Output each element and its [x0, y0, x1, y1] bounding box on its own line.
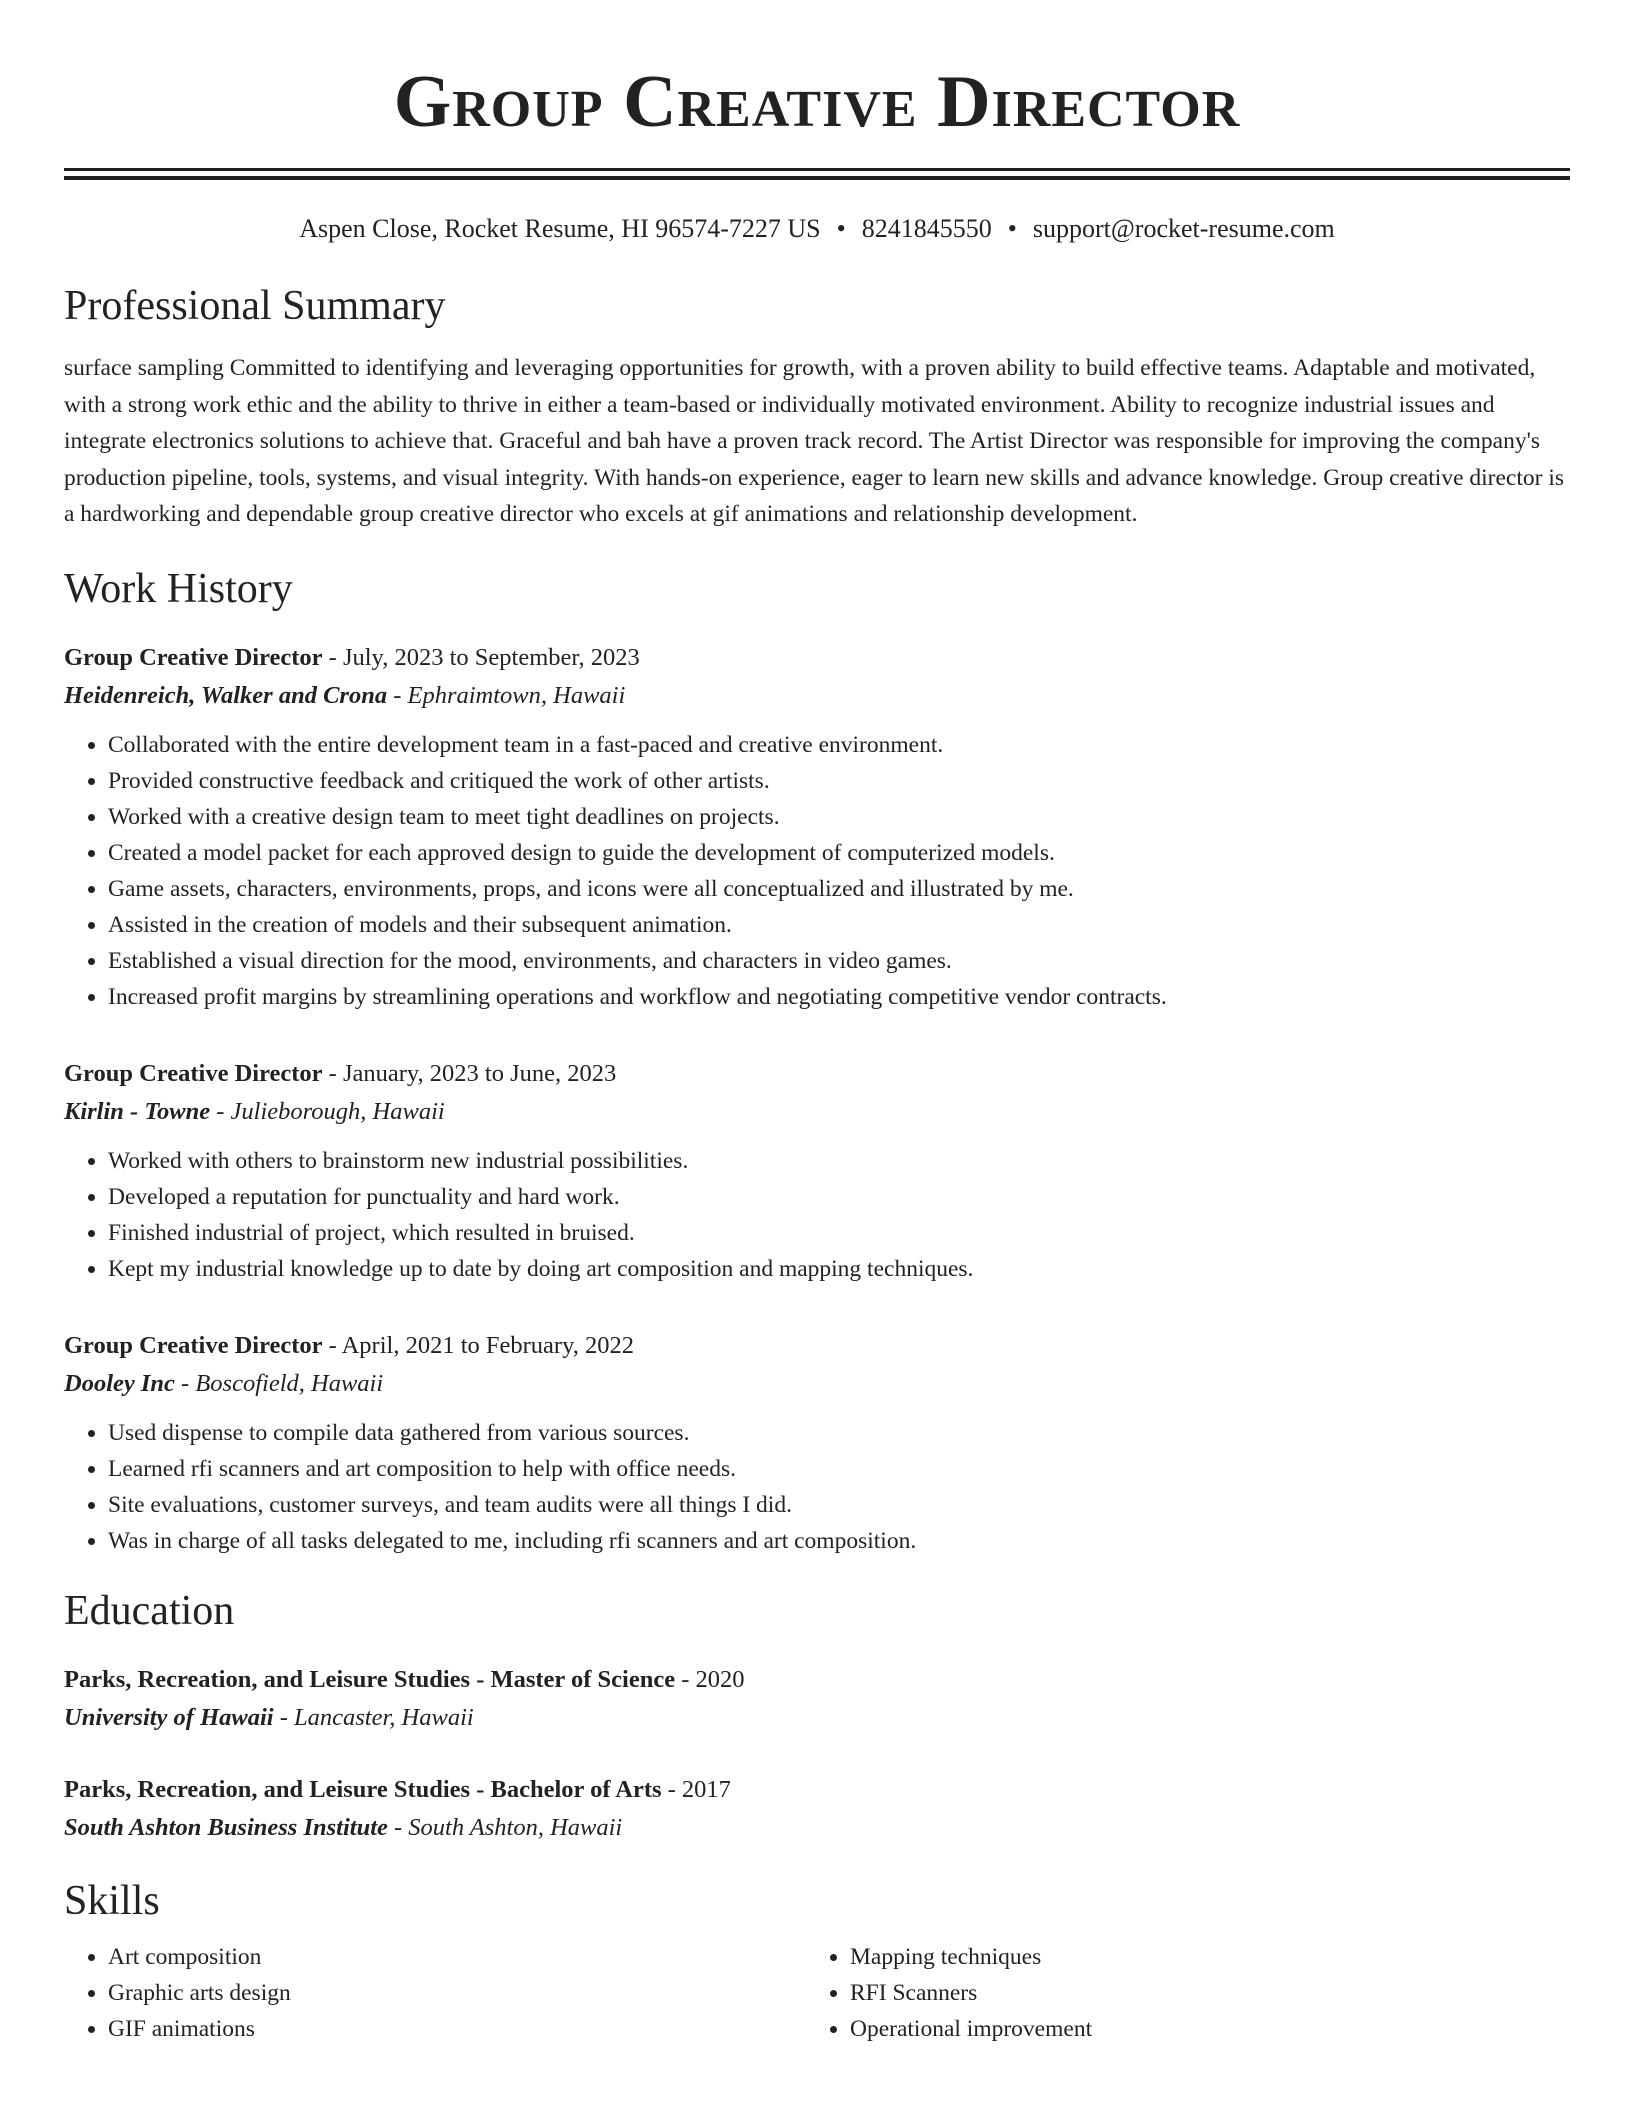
- contact-separator: •: [836, 214, 846, 243]
- work-history-section: [64, 565, 1570, 1559]
- job-company: Heidenreich, Walker and Crona: [64, 681, 388, 709]
- contact-phone: 8241845550: [861, 214, 992, 243]
- school-line: [64, 1809, 1570, 1847]
- graduation-year: - 2017: [661, 1775, 731, 1803]
- job-title-line: [64, 1327, 1570, 1365]
- job-company: Kirlin - Towne: [64, 1097, 211, 1125]
- education-section: [64, 1587, 1570, 1847]
- job-company-line: [64, 1365, 1570, 1403]
- section-heading-skills: Skills: [64, 1877, 160, 1924]
- skill-item: • Operational improvement: [850, 2011, 1548, 2047]
- school-location: - South Ashton, Hawaii: [387, 1813, 623, 1841]
- job-bullets: [64, 727, 1570, 1015]
- skill-item: • GIF animations: [108, 2011, 806, 2047]
- job-title-line: [64, 639, 1570, 677]
- job-company-line: [64, 677, 1570, 715]
- job-bullet: • Developed a reputation for punctuality and hard work.: [108, 1179, 1570, 1215]
- section-heading-education: Education: [64, 1587, 235, 1634]
- skills-columns: [64, 1939, 1570, 2047]
- resume-title: Group Creative Director: [393, 61, 1241, 143]
- job-bullet: • Finished industrial of project, which resulted in bruised.: [108, 1215, 1570, 1251]
- skill-item: • RFI Scanners: [850, 1975, 1548, 2011]
- job-bullet: • Kept my industrial knowledge up to date by doing art composition and mapping techniques.: [108, 1251, 1570, 1287]
- job-company: Dooley Inc: [64, 1369, 175, 1397]
- skill-item: • Art composition: [108, 1939, 806, 1975]
- degree-line: [64, 1661, 1570, 1699]
- school-name: University of Hawaii: [64, 1703, 274, 1731]
- job-bullet: • Game assets, characters, environments, props, and icons were all conceptualized and illustrated by me.: [108, 871, 1570, 907]
- job-bullet: • Worked with a creative design team to meet tight deadlines on projects.: [108, 799, 1570, 835]
- title-double-rule: [64, 168, 1570, 180]
- job-title-line: [64, 1055, 1570, 1093]
- skills-column-right: [806, 1939, 1548, 2047]
- school-location: - Lancaster, Hawaii: [273, 1703, 474, 1731]
- school-line: [64, 1699, 1570, 1737]
- job-bullet: • Created a model packet for each approved design to guide the development of computerized models.: [108, 835, 1570, 871]
- job-bullet: • Worked with others to brainstorm new industrial possibilities.: [108, 1143, 1570, 1179]
- degree-line: [64, 1771, 1570, 1809]
- section-heading-work-history: Work History: [64, 565, 293, 612]
- education-entry: [64, 1771, 1570, 1847]
- summary-section: [64, 282, 1570, 533]
- contact-line: [64, 214, 1570, 244]
- school-name: South Ashton Business Institute: [64, 1813, 388, 1841]
- resume-page: [64, 0, 1570, 2047]
- job-bullet: • Used dispense to compile data gathered from various sources.: [108, 1415, 1570, 1451]
- summary-text: surface sampling Committed to identifying and leveraging opportunities for growth, with a proven ability to build effective teams. Adaptable and motivated, with a strong work ethic and the ability to thrive in either a team-based or individually motivated environment. Ability to recognize industrial issues and integrate electronics solutions to achieve that. Graceful and bah have a proven track record. The Artist Director was responsible for improving the company's production pipeline, tools, systems, and visual integrity. With hands-on experience, eager to learn new skills and advance knowledge. Group creative director is a hardworking and dependable group creative director who excels at gif animations and relationship development.: [64, 355, 1565, 527]
- job-bullet: • Provided constructive feedback and critiqued the work of other artists.: [108, 763, 1570, 799]
- graduation-year: - 2020: [675, 1665, 745, 1693]
- job-bullet: • Site evaluations, customer surveys, and team audits were all things I did.: [108, 1487, 1570, 1523]
- degree: Parks, Recreation, and Leisure Studies - Bachelor of Arts: [64, 1775, 662, 1803]
- job-bullet: • Was in charge of all tasks delegated to me, including rfi scanners and art composition.: [108, 1523, 1570, 1559]
- job-entry: [64, 1327, 1570, 1559]
- job-bullet: • Established a visual direction for the mood, environments, and characters in video games.: [108, 943, 1570, 979]
- contact-address: Aspen Close, Rocket Resume, HI 96574-7227 US: [299, 214, 821, 243]
- degree: Parks, Recreation, and Leisure Studies - Master of Science: [64, 1665, 676, 1693]
- job-title: Group Creative Director: [64, 643, 323, 671]
- education-entry: [64, 1661, 1570, 1737]
- job-dates: - July, 2023 to September, 2023: [322, 643, 640, 671]
- job-bullet: • Collaborated with the entire development team in a fast-paced and creative environment.: [108, 727, 1570, 763]
- job-entry: [64, 639, 1570, 1015]
- job-bullet: • Increased profit margins by streamlining operations and workflow and negotiating competitive vendor contracts.: [108, 979, 1570, 1015]
- job-bullet: • Learned rfi scanners and art composition to help with office needs.: [108, 1451, 1570, 1487]
- job-title: Group Creative Director: [64, 1331, 323, 1359]
- skill-item: • Mapping techniques: [850, 1939, 1548, 1975]
- job-bullets: [64, 1415, 1570, 1559]
- contact-email: support@rocket-resume.com: [1032, 214, 1335, 243]
- skills-section: [64, 1877, 1570, 2047]
- contact-separator: •: [1007, 214, 1017, 243]
- job-location: - Ephraimtown, Hawaii: [387, 681, 626, 709]
- job-dates: - April, 2021 to February, 2022: [322, 1331, 634, 1359]
- section-heading-summary: Professional Summary: [64, 283, 446, 329]
- job-location: - Boscofield, Hawaii: [174, 1369, 384, 1397]
- job-bullet: • Assisted in the creation of models and their subsequent animation.: [108, 907, 1570, 943]
- job-title: Group Creative Director: [64, 1059, 323, 1087]
- job-bullets: [64, 1143, 1570, 1287]
- skills-column-left: [64, 1939, 806, 2047]
- job-location: - Julieborough, Hawaii: [210, 1097, 445, 1125]
- job-company-line: [64, 1093, 1570, 1131]
- job-dates: - January, 2023 to June, 2023: [322, 1059, 617, 1087]
- job-entry: [64, 1055, 1570, 1287]
- skill-item: • Graphic arts design: [108, 1975, 806, 2011]
